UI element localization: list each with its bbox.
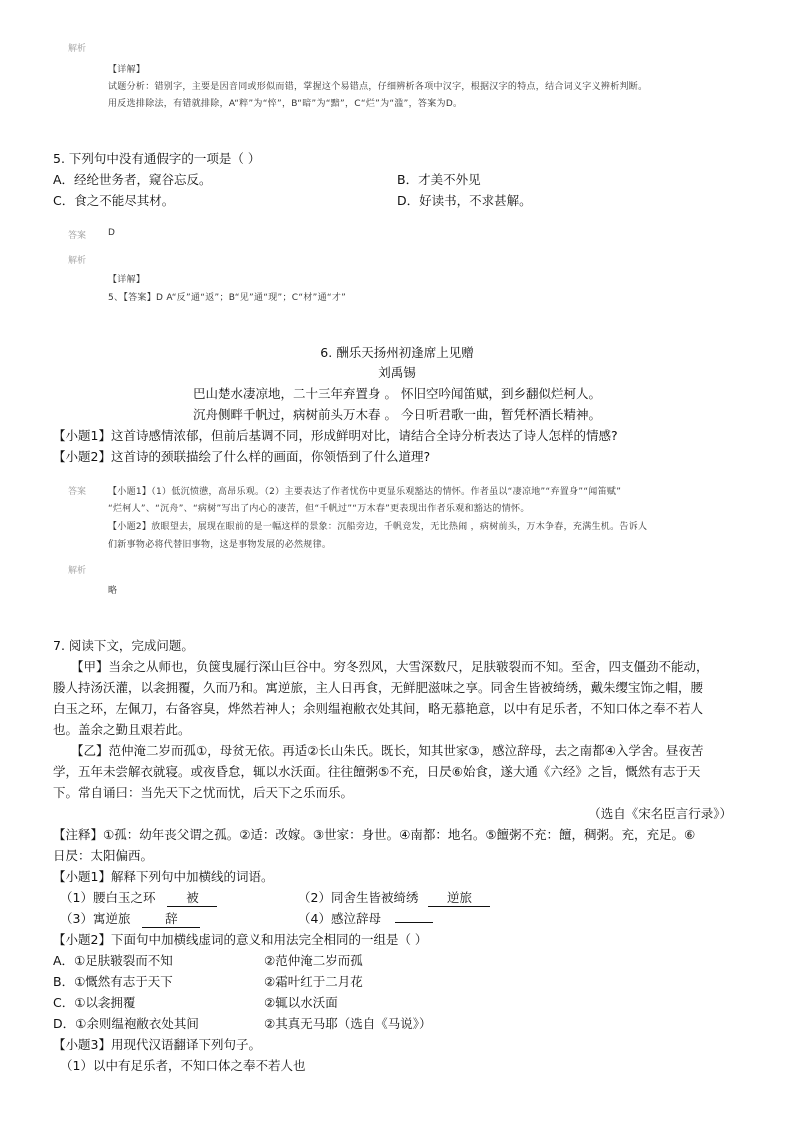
passage-line: 媵人持汤沃灌，以衾拥覆，久而乃和。寓逆旅，主人日再食，无鲜肥滋味之享。同舍生皆被绮绣，戴朱缨宝饰之帽，腰 xyxy=(53,680,704,695)
word-answer: 逆旅 xyxy=(428,888,490,907)
sub-question: 【小题1】这首诗感情浓郁，但前后基调不同，形成鲜明对比，请结合全诗分析表达了诗人怎样的情感? xyxy=(53,428,618,443)
option-c-2: ②辄以水沃面 xyxy=(264,995,338,1010)
passage-line: 也。盖余之勤且艰若此。 xyxy=(53,722,191,737)
option-d-2: ②其真无马耶（选自《马说》） xyxy=(264,1016,432,1031)
option-d: D．①余则缊袍敝衣处其间 xyxy=(53,1016,199,1031)
word-item xyxy=(298,888,490,907)
answer-value: D xyxy=(108,228,116,238)
option-d: D．好读书，不求甚解。 xyxy=(397,193,532,208)
word-item xyxy=(60,888,217,907)
analysis-line: 略 xyxy=(108,586,118,596)
question-7-stem: 7. 阅读下文，完成问题。 xyxy=(53,638,194,653)
word-label: （3）寓逆旅 xyxy=(60,911,131,926)
word-answer: 辞 xyxy=(142,909,200,928)
word-label: （2）同舍生皆被绮绣 xyxy=(298,890,419,905)
jiexi-tag: 解析 xyxy=(68,566,87,576)
sub-question: 【小题2】这首诗的颈联描绘了什么样的画面，你领悟到了什么道理? xyxy=(53,449,431,464)
option-b: B．才美不外见 xyxy=(397,172,481,187)
word-label: （1）腰白玉之环 xyxy=(60,890,156,905)
question-5-stem: 5. 下列句中没有通假字的一项是（ ） xyxy=(53,151,261,166)
passage-line: 【甲】当余之从师也，负箧曳屣行深山巨谷中。穷冬烈风，大雪深数尺，足肤皲裂而不知。至舍，四支僵劲不能动， xyxy=(71,659,709,674)
word-label: （4）感泣辞母 xyxy=(298,911,381,926)
option-c: C．①以衾拥覆 xyxy=(53,995,136,1010)
xiangjie-label: 【详解】 xyxy=(108,275,146,285)
word-item xyxy=(298,909,433,927)
daan-tag: 答案 xyxy=(68,231,87,241)
analysis-line: 5、【答案】D A“反”通“返”；B“见”通“现”；C“材”通“才” xyxy=(108,293,347,303)
daan-tag: 答案 xyxy=(68,487,87,497)
passage-line: 学，五年未尝解衣就寝。或夜昏怠，辄以水沃面。往往饘粥⑤不充，日昃⑥始食，遂大通《六经》之旨，慨然有志于天 xyxy=(53,764,701,779)
sub-question: 【小题2】下面句中加横线虚词的意义和用法完全相同的一组是（ ） xyxy=(53,932,428,947)
poem-title: 6. 酬乐天扬州初逢席上见赠 xyxy=(320,345,474,360)
sub-question: 【小题3】用现代汉语翻译下列句子。 xyxy=(53,1037,261,1052)
annotation-line: 日昃：太阳偏西。 xyxy=(53,848,154,863)
option-b: B．①慨然有志于天下 xyxy=(53,974,173,989)
option-a-2: ②范仲淹二岁而孤 xyxy=(264,953,363,968)
passage-line: 白玉之环，左佩刀，右备容臭，烨然若神人；余则缊袍敝衣处其间，略无慕艳意，以中有足乐者，不知口体之奉不若人 xyxy=(53,701,704,716)
poem-line: 巴山楚水凄凉地，二十三年弃置身 。 怀旧空吟闻笛赋，到乡翻似烂柯人。 xyxy=(193,386,601,401)
answer-line: 【小题2】放眼望去，展现在眼前的是一幅这样的景象：沉船旁边，千帆竞发，无比热闹 ，病树前头，万木争春，充满生机。告诉人 xyxy=(108,522,648,532)
answer-line: 【小题1】（1）低沉愤懑，高昂乐观。（2）主要表达了作者忧伤中更显乐观豁达的情怀。作者虽以“凄凉地”“弃置身”“闻笛赋” xyxy=(108,487,622,497)
option-a: A．①足肤皲裂而不知 xyxy=(53,953,173,968)
word-answer-blank xyxy=(395,922,433,923)
passage-line: 【乙】范仲淹二岁而孤①，母贫无依。再适②长山朱氏。既长，知其世家③，感泣辞母，去之南都④入学舍。昼夜苦 xyxy=(71,743,704,758)
xiangjie-label: 【详解】 xyxy=(108,65,146,75)
translate-item: （1）以中有足乐者，不知口体之奉不若人也 xyxy=(60,1058,306,1073)
sub-question: 【小题1】解释下列句中加横线的词语。 xyxy=(53,869,274,884)
word-answer: 被 xyxy=(167,888,217,907)
option-a: A．经纶世务者，窥谷忘反。 xyxy=(53,172,212,187)
jiexi-tag: 解析 xyxy=(68,256,87,266)
option-c: C．食之不能尽其材。 xyxy=(53,193,175,208)
jiexi-tag: 解析 xyxy=(68,44,87,54)
passage-line: 下。常自诵曰：当先天下之忧而忧，后天下之乐而乐。 xyxy=(53,785,354,800)
option-b-2: ②霜叶红于二月花 xyxy=(264,974,363,989)
answer-line: “烂柯人”、“沉舟”、“病树”写出了内心的凄苦，但“千帆过”“万木春”更表现出作者乐观和豁达的情怀。 xyxy=(108,504,530,514)
analysis-line: 试题分析：错别字，主要是因音同或形似而错，掌握这个易错点，仔细辨析各项中汉字，根据汉字的特点，结合词义字义辨析判断。 xyxy=(108,82,648,92)
answer-line: 们新事物必将代替旧事物，这是事物发展的必然规律。 xyxy=(108,540,332,550)
poem-author: 刘禹锡 xyxy=(378,365,416,380)
annotation-line: 【注释】①孤：幼年丧父谓之孤。②适：改嫁。③世家：身世。④南都：地名。⑤饘粥不充：饘，稠粥。充，充足。⑥ xyxy=(53,827,696,842)
source-note: （选自《宋名臣言行录》） xyxy=(588,806,732,821)
word-item xyxy=(60,909,200,928)
poem-line: 沉舟侧畔千帆过，病树前头万木春 。 今日听君歌一曲，暂凭杯酒长精神。 xyxy=(193,407,601,422)
analysis-line: 用反选排除法，有错就排除，A“粹”为“悴”，B“暗”为“黯”，C“烂”为“滥”，答案为D。 xyxy=(108,99,463,109)
